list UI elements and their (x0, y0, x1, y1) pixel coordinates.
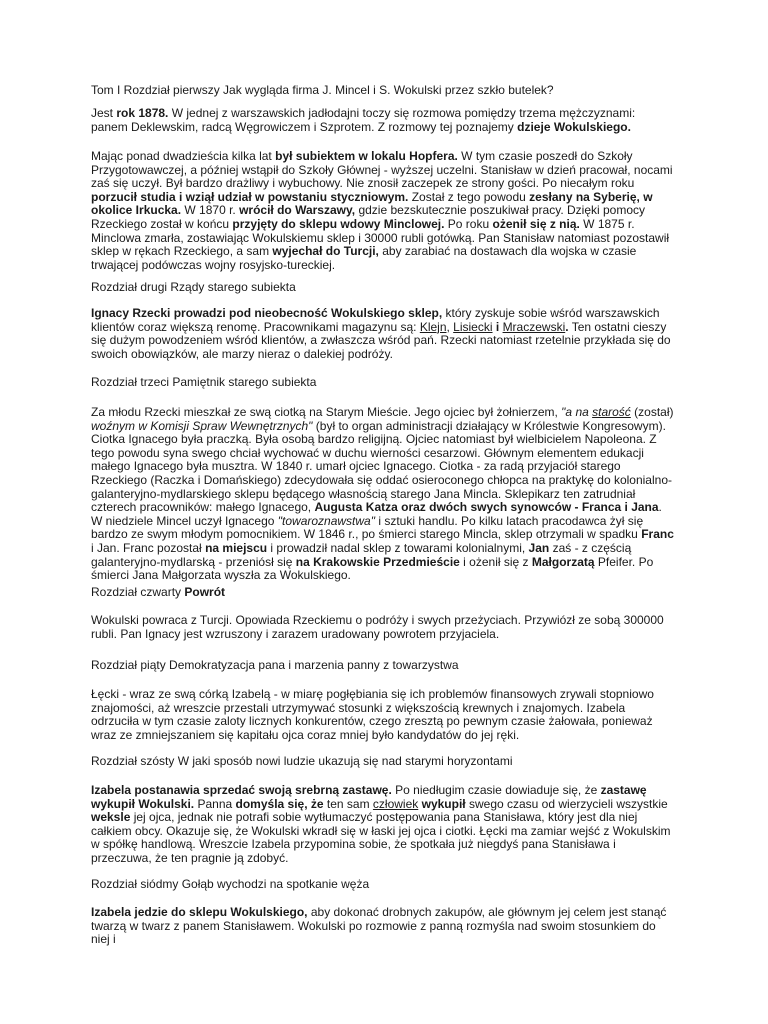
text-run: swego czasu od wierzycieli wszystkie (465, 796, 668, 811)
paragraph-rzecki-shop (91, 307, 675, 361)
text-run: (został) (630, 405, 674, 419)
text-run: Lisiecki (453, 319, 493, 334)
text-run: W tym czasie poszedł do Szkoły Przygotowawczej, a później wstąpił do Szkoły Głównej - wyższej uczelni. Stanisław w dzień pracował, nocami zaś się uczył. Był bardzo drażliwy i wybuchowy. Nie znosił zaczepek ze strony gości. Po niecałym roku (91, 149, 673, 191)
text-run: zaś - z częścią galanteryjno-mydlarską - przeniósł się (91, 540, 632, 569)
chapter-heading-7: Rozdział siódmy Gołąb wychodzi na spotkanie węża (91, 877, 370, 891)
text-run: Izabela jedzie do sklepu Wokulskiego, (91, 905, 308, 919)
text-run: domyśla się, że (235, 796, 324, 811)
text-run: Franc (641, 527, 674, 542)
text-run: weksle (91, 810, 131, 825)
text-run: Ten ostatni cieszy się dużym powodzeniem wśród klientów, a zwłaszcza wśród pań. Rzecki natomiast rzetelnie przykłada się do swoich obowiązków, ale marzy nieraz o dalekiej podróży. (91, 319, 671, 361)
text-run: aby zarabiać na dostawach dla wojska w czasie trwającej podówczas wojny rosyjsko-tureckiej. (91, 244, 637, 272)
text-run: ożenił się z nią. (492, 216, 580, 231)
text-run: i ożenił się z (459, 554, 532, 569)
paragraph-rzecki-memoir (91, 406, 675, 583)
text-run: Po niedługim czasie dowiaduje się, że (391, 783, 601, 797)
text-run: i sztuki handlu. Po kilku latach pracodawca żył się bardzo ze swym młodym pomocnikiem. W 1846 r., po śmierci starego Mincla, sklep otrzymali w spadku (91, 513, 644, 542)
text-run: . W niedziele Mincel uczył Ignacego (91, 500, 662, 528)
text-run: gdzie bezskutecznie poszukiwał pracy. Dzięki pomocy Rzeckiego został w końcu (91, 203, 646, 231)
text-run: Izabela postanawia sprzedać swoją srebrną zastawę. (91, 783, 392, 797)
text-run: Łęcki - wraz ze swą córką Izabelą - w miarę pogłębiania się ich problemów finansowych zrywali stopniowo znajomości, aż wreszcie przestali utrzymywać stosunki z większością krewnych i znajomych. Izabela odrzuciła w tym czasie zaloty licznych konkurentów, czego zresztą po pewnym czasie żałowała, ponieważ wraz ze zmniejszaniem się kapitału ojca coraz mniej było kandydatów do jej ręki. (91, 687, 654, 742)
text-run: był subiektem w lokalu Hopfera. (275, 149, 458, 163)
text-run: Rozdział czwarty (91, 585, 185, 599)
text-run: i Jan. Franc pozostał (91, 540, 206, 555)
text-run: na miejscu (205, 540, 268, 555)
text-run: Wokulski powraca z Turcji. Opowiada Rzeckiemu o podróży i swych przeżyciach. Przywiózł ze sobą 300000 rubli. Pan Ignacy jest wzruszony i zarazem uradowany powrotem przyjaciela. (91, 613, 664, 641)
text-run: "towaroznawstwa" (277, 513, 375, 528)
text-run: W 1875 r. Minclowa zmarła, zostawiając Wokulskiemu sklep i 30000 rubli gotówką. Pan Stanisław natomiast pozostawił sklep w rękach Rzeckiego, a sam (91, 216, 670, 259)
text-run: wykupił (421, 796, 466, 811)
text-run: , (446, 319, 454, 334)
chapter-heading-5: Rozdział piąty Demokratyzacja pana i marzenia panny z towarzystwa (91, 658, 459, 672)
chapter-heading-2: Rozdział drugi Rządy starego subiekta (91, 280, 296, 294)
text-run: Ignacy Rzecki prowadzi pod nieobecność Wokulskiego sklep, (91, 306, 443, 320)
paragraph-wokulski-youth (91, 150, 675, 272)
text-run: człowiek (372, 796, 419, 811)
chapter-heading-4 (91, 586, 675, 600)
text-run: W 1870 r. (181, 203, 240, 218)
text-run: który zyskuje sobie wśród warszawskich klientów coraz większą renomę. Pracownikami magazynu są: (91, 306, 660, 334)
text-run: "a na (561, 405, 593, 419)
text-run: Augusta Katza oraz dwóch swych synowców - Franca i Jana (314, 500, 659, 515)
text-run: Jest (91, 106, 117, 120)
text-run: Został z tego powodu (408, 189, 530, 204)
text-run: porzucił studia i wziął udział w powstaniu styczniowym. (91, 189, 409, 204)
text-run: Klejn (419, 319, 447, 334)
text-run: przyjęty do sklepu wdowy Minclowej. (232, 216, 445, 231)
text-run: wrócił do Warszawy, (239, 203, 356, 218)
text-run: aby dokonać drobnych zakupów, ale głównym jej celem jest stanąć twarzą w twarz z panem Stanisławem. Wokulski po rozmowie z panną rozmyśla nad swoim stosunkiem do niej i (91, 905, 667, 947)
text-run: Pfeifer. Po śmierci Jana Małgorzata wyszła za Wokulskiego. (91, 554, 654, 583)
paragraph-izabela-silver (91, 784, 675, 866)
paragraph-izabela-shop (91, 906, 675, 947)
paragraph-intro (91, 107, 675, 134)
text-run: woźnym w Komisji Spraw Wewnętrznych" (91, 418, 313, 433)
text-run: Panna (194, 796, 236, 811)
text-run: wyjechał do Turcji, (272, 244, 379, 259)
text-run: starość (592, 405, 631, 419)
chapter-heading-6: Rozdział szósty W jaki sposób nowi ludzie ukazują się nad starymi horyzontami (91, 754, 513, 768)
text-run: na Krakowskie Przedmieście (295, 554, 460, 569)
text-run: Powrót (184, 585, 226, 599)
text-run: Mraczewski (502, 319, 566, 334)
chapter-heading-3: Rozdział trzeci Pamiętnik starego subiekta (91, 375, 317, 389)
text-run: W jednej z warszawskich jadłodajni toczy się rozmowa pomiędzy trzema mężczyznami: panem Deklewskim, radcą Węgrowiczem i Szprotem. Z rozmowy tej poznajemy (91, 106, 636, 134)
text-run: rok 1878. (116, 106, 169, 120)
document-title: Tom I Rozdział pierwszy Jak wygląda firma J. Mincel i S. Wokulski przez szkło butelek? (91, 83, 554, 97)
text-run: Po roku (444, 216, 493, 231)
text-run: i prowadził nadal sklep z towarami kolonialnymi, (267, 540, 529, 555)
text-run: Jan (528, 540, 550, 555)
text-run: Mając ponad dwadzieścia kilka lat (91, 149, 276, 163)
text-run: dzieje Wokulskiego. (517, 119, 631, 134)
text-run: Małgorzatą (531, 554, 595, 569)
text-run: ten sam (323, 796, 373, 811)
paragraph-lecki (91, 688, 675, 742)
text-run: zastawę wykupił Wokulski. (91, 783, 647, 811)
text-run: . (565, 319, 569, 334)
text-run: jej ojca, jednak nie potrafi sobie wytłumaczyć postępowania pana Stanisława, który jest dla niej całkiem obcy. Okazuje się, że Wokulski wkradł się w łaski jej ojca i ciotki. Łęcki ma zamiar wejść z Wokulskim w spółkę handlową. Wreszcie Izabela przypomina sobie, że spotkała już niegdyś pana Stanisława i przeczuwa, że ten pragnie ją zdobyć. (91, 810, 671, 865)
text-run: i (495, 319, 500, 334)
text-run: (był to organ administracji działający w Królestwie Kongresowym). Ciotka Ignacego była praczką. Była osobą bardzo religijną. Ojciec natomiast był wielbicielem Napoleona. Z tego powodu syna swego chciał wychować w duchu wierności cesarzowi. Głównym elementem edukacji małego Ignacego była musztra. W 1840 r. umarł ojciec Ignacego. Ciotka - za radą przyjaciół starego Rzeckiego (Raczka i Domańskiego) zdecydowała się oddać osieroconego chłopca na praktykę do kolonialno-galanteryjno-mydlarskiego sklepu będącego własnością starego Jana Mincla. Sklepikarz ten zatrudniał czterech pracowników: małego Ignacego, (91, 418, 672, 515)
paragraph-return (91, 614, 675, 641)
text-run: Za młodu Rzecki mieszkał ze swą ciotką na Starym Mieście. Jego ojciec był żołnierzem, (91, 405, 562, 419)
text-run: zesłany na Syberię, w okolice Irkucka. (91, 189, 653, 218)
